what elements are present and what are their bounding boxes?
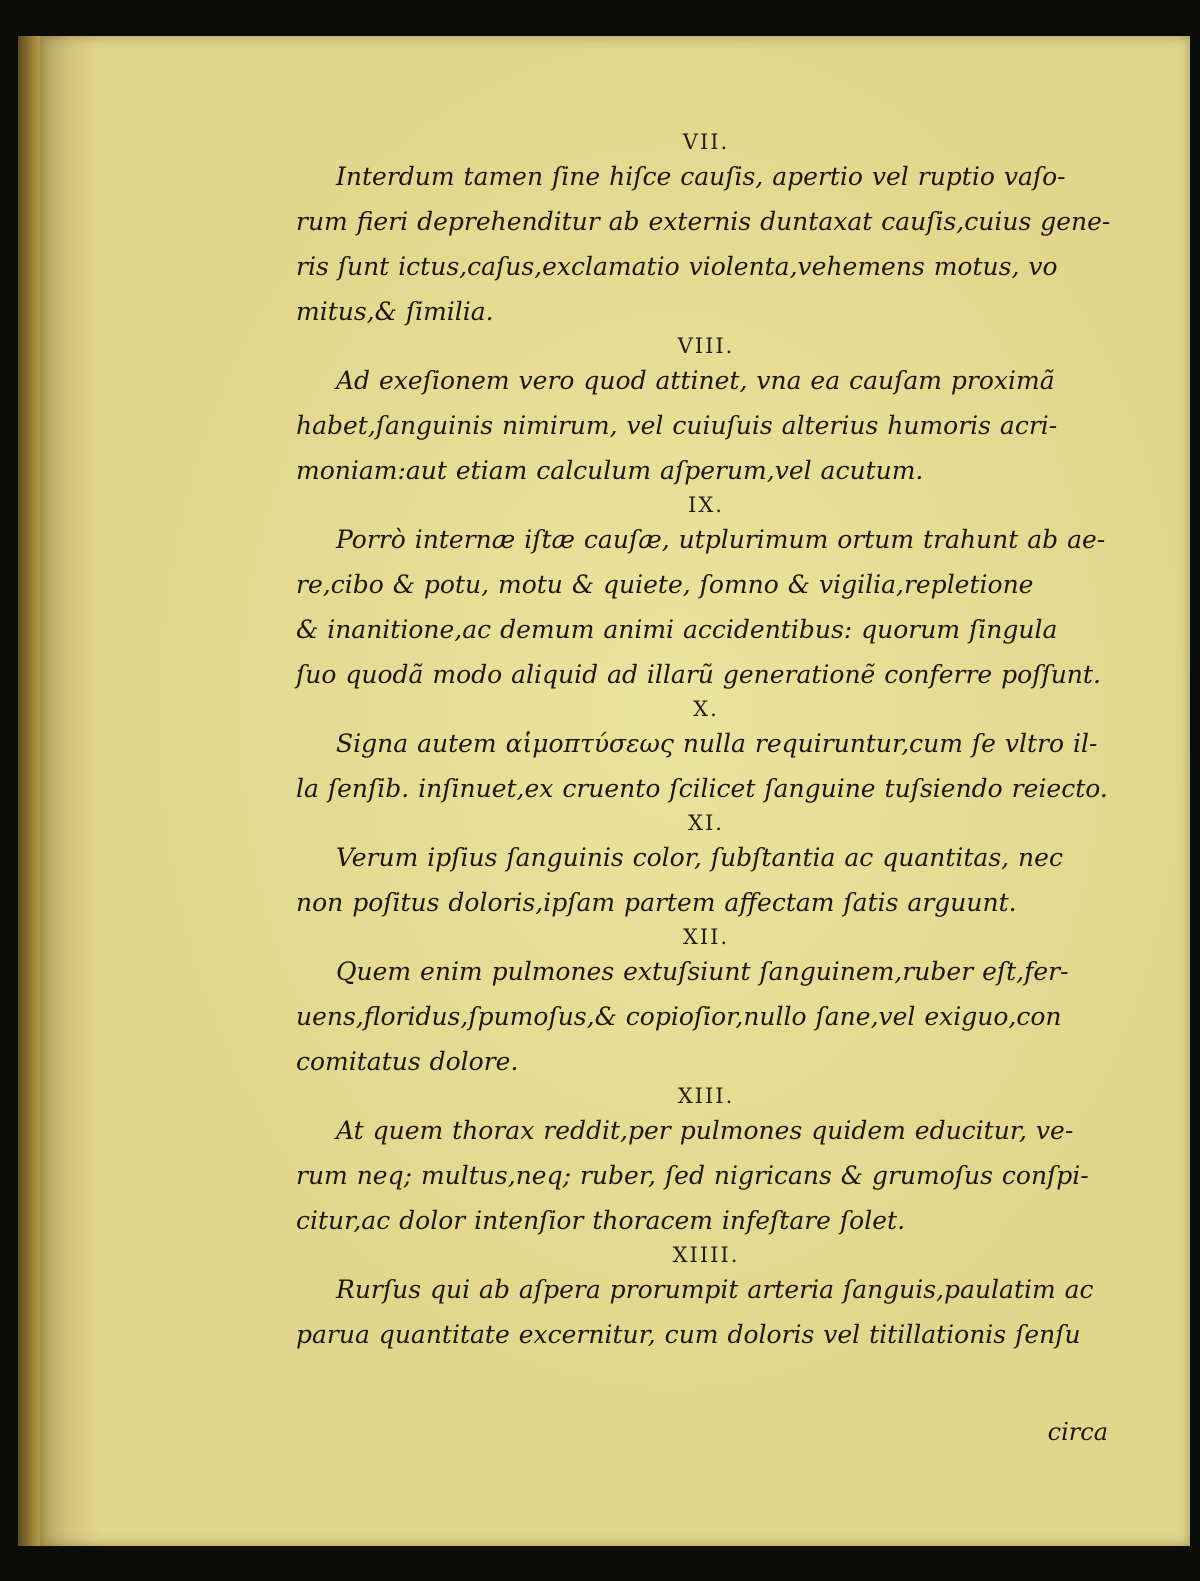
text-line: mitus,& ſimilia. — [296, 297, 494, 326]
paragraph — [296, 1108, 1116, 1243]
text-line: citur,ac dolor intenſior thoracem infeſtare ſolet. — [296, 1206, 906, 1235]
paragraph — [296, 1267, 1116, 1357]
paragraph — [296, 835, 1116, 925]
text-line: Interdum tamen ſine hiſce cauſis, apertio vel ruptio vaſo- — [336, 162, 1066, 191]
paragraph — [296, 154, 1116, 334]
paragraph — [296, 517, 1116, 697]
section-number: XI. — [688, 811, 724, 835]
paragraph — [296, 358, 1116, 493]
text-line: re,cibo & potu, motu & quiete, ſomno & vigilia,repletione — [296, 570, 1034, 599]
text-line: moniam:aut etiam calculum aſperum,vel acutum. — [296, 456, 924, 485]
section-number: VII. — [682, 130, 730, 154]
text-line: At quem thorax reddit,per pulmones quidem educitur, ve- — [336, 1116, 1074, 1145]
text-line: parua quantitate excernitur, cum doloris vel titillationis ſenſu — [296, 1320, 1081, 1349]
text-line: Quem enim pulmones extuſsiunt ſanguinem,ruber eſt,fer- — [336, 957, 1069, 986]
section-number: XIIII. — [672, 1243, 740, 1267]
text-line: Porrò internæ iſtæ cauſæ, utplurimum ortum trahunt ab ae- — [336, 525, 1106, 554]
text-line: Verum ipſius ſanguinis color, ſubſtantia ac quantitas, nec — [336, 843, 1063, 872]
text-line: & inanitione,ac demum animi accidentibus: quorum ſingula — [296, 615, 1058, 644]
text-line: Rurſus qui ab aſpera prorumpit arteria ſanguis,paulatim ac — [336, 1275, 1094, 1304]
catchword: circa — [1047, 1418, 1108, 1446]
section-number: VIII. — [677, 334, 735, 358]
text-line: Ad exeſionem vero quod attinet, vna ea cauſam proximã — [336, 366, 1055, 395]
paragraph — [296, 721, 1116, 811]
text-line: uens,floridus,ſpumoſus,& copioſior,nullo ſane,vel exiguo,con — [296, 1002, 1062, 1031]
text-line: comitatus dolore. — [296, 1047, 519, 1076]
text-line: Signa autem αἱμοπτύσεως nulla requiruntur,cum ſe vltro il- — [336, 729, 1098, 758]
paragraph — [296, 949, 1116, 1084]
section-number: IX. — [688, 493, 724, 517]
section-number: XII. — [682, 925, 730, 949]
text-line: rum neq; multus,neq; ruber, ſed nigricans & grumoſus conſpi- — [296, 1161, 1089, 1190]
text-line: non poſitus doloris,ipſam partem affectam ſatis arguunt. — [296, 888, 1017, 917]
section-number: X. — [693, 697, 719, 721]
text-line: la ſenſib. inſinuet,ex cruento ſcilicet ſanguine tuſsiendo reiecto. — [296, 774, 1108, 803]
page-text — [296, 130, 1116, 1357]
section-number: XIII. — [677, 1084, 735, 1108]
text-line: habet,ſanguinis nimirum, vel cuiuſuis alterius humoris acri- — [296, 411, 1058, 440]
text-line: ris ſunt ictus,caſus,exclamatio violenta,vehemens motus, vo — [296, 252, 1058, 281]
text-line: rum fieri deprehenditur ab externis duntaxat cauſis,cuius gene- — [296, 207, 1111, 236]
text-line: ſuo quodã modo aliquid ad illarũ generationẽ conferre poſſunt. — [296, 660, 1101, 689]
